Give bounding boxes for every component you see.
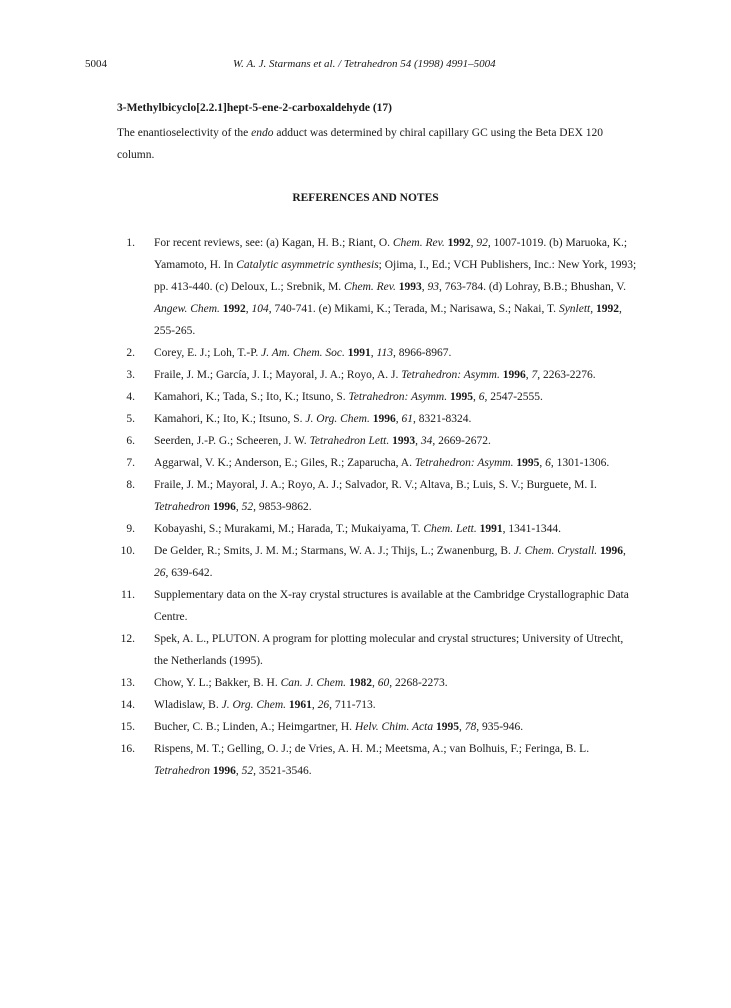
reference-number: 3. xyxy=(126,369,135,381)
reference-text xyxy=(154,716,640,738)
reference-segment: Kamahori, K.; Ito, K.; Itsuno, S. xyxy=(154,413,306,425)
reference-indent xyxy=(135,628,154,672)
reference-number: 9. xyxy=(126,523,135,535)
reference-number: 15. xyxy=(120,721,135,733)
reference-segment: Chow, Y. L.; Bakker, B. H. xyxy=(154,677,281,689)
reference-segment: 1992 xyxy=(222,303,246,315)
reference-segment: , xyxy=(472,391,479,403)
reference-segment: 1995 xyxy=(449,391,473,403)
reference-segment: , 8321-8324. xyxy=(412,413,472,425)
reference-segment: , xyxy=(525,369,532,381)
reference-segment: , 2268-2273. xyxy=(389,677,448,689)
reference-segment: Tetrahedron Lett. xyxy=(309,435,390,447)
reference-segment: , xyxy=(415,435,421,447)
reference-item xyxy=(100,738,640,782)
page-number: 5004 xyxy=(85,58,107,70)
reference-segment: 1996 xyxy=(372,413,396,425)
reference-text xyxy=(154,364,640,386)
reference-segment: , 763-784. (d) Lohray, B.B.; Bhushan, V. xyxy=(439,281,626,293)
reference-item xyxy=(100,584,640,628)
reference-segment: 26 xyxy=(154,567,166,579)
compound-title: 3-Methylbicyclo[2.2.1]hept-5-ene-2-carboxaldehyde (17) xyxy=(117,102,392,114)
reference-item xyxy=(100,232,640,342)
reference-item xyxy=(100,386,640,408)
reference-segment: 93 xyxy=(427,281,440,293)
reference-number: 5. xyxy=(126,413,135,425)
reference-segment: Rispens, M. T.; Gelling, O. J.; de Vries, A. H. M.; Meetsma, A.; van Bolhuis, F.; Feringa, B. L. xyxy=(154,743,590,755)
reference-segment: J. Org. Chem. xyxy=(305,413,370,425)
description-text-2: adduct was determined by chiral capillary GC using the Beta DEX 120 column. xyxy=(117,127,604,161)
reference-number: 14. xyxy=(120,699,135,711)
reference-text xyxy=(154,540,640,584)
reference-segment: 1982 xyxy=(348,677,372,689)
reference-indent xyxy=(135,342,154,364)
reference-indent xyxy=(135,540,154,584)
reference-segment: Kamahori, K.; Tada, S.; Ito, K.; Itsuno, S. xyxy=(154,391,349,403)
compound-description xyxy=(117,122,622,166)
reference-segment: Chem. Lett. xyxy=(423,523,477,535)
page-header xyxy=(85,57,645,71)
reference-segment: 1993 xyxy=(398,281,422,293)
reference-segment: Corey, E. J.; Loh, T.-P. xyxy=(154,347,262,359)
reference-segment: , 2669-2672. xyxy=(432,435,491,447)
reference-segment: Tetrahedron: Asymm. xyxy=(348,391,448,403)
reference-item xyxy=(100,364,640,386)
reference-segment: 1996 xyxy=(212,765,236,777)
reference-text xyxy=(154,694,640,716)
reference-segment: Spek, A. L., PLUTON. A program for plotting molecular and crystal structures; University of Utrecht, the Netherlands (1995). xyxy=(154,633,624,667)
reference-segment: , 255-265. xyxy=(154,303,622,337)
reference-segment: 6 xyxy=(545,457,551,469)
reference-number: 12. xyxy=(120,633,135,645)
reference-segment: Kobayashi, S.; Murakami, M.; Harada, T.; Mukaiyama, T. xyxy=(154,523,424,535)
reference-segment: 104 xyxy=(251,303,269,315)
reference-segment: , xyxy=(395,413,402,425)
reference-segment: Tetrahedron: Asymm. xyxy=(414,457,514,469)
reference-segment: , 639-642. xyxy=(165,567,213,579)
reference-segment: 92 xyxy=(476,237,488,249)
reference-segment: , xyxy=(245,303,252,315)
reference-segment: 1996 xyxy=(600,545,624,557)
reference-indent xyxy=(135,716,154,738)
reference-number: 10. xyxy=(120,545,135,557)
reference-segment: , 3521-3546. xyxy=(253,765,312,777)
reference-segment: Wladislaw, B. xyxy=(154,699,222,711)
reference-number: 11. xyxy=(121,589,135,601)
reference-segment: , 1007-1019. (b) Maruoka, K.; Yamamoto, H. In xyxy=(154,237,628,271)
reference-segment: , 8966-8967. xyxy=(392,347,452,359)
reference-segment: Chem. Rev. xyxy=(344,281,396,293)
reference-segment: Can. J. Chem. xyxy=(280,677,347,689)
reference-segment: , 935-946. xyxy=(476,721,524,733)
reference-indent xyxy=(135,452,154,474)
reference-item xyxy=(100,694,640,716)
reference-indent xyxy=(135,364,154,386)
reference-number: 13. xyxy=(120,677,135,689)
reference-segment: 52 xyxy=(241,765,254,777)
reference-segment: Chem. Rev. xyxy=(392,237,445,249)
reference-segment: Helv. Chim. Acta xyxy=(354,721,434,733)
references-list xyxy=(100,232,640,782)
reference-segment: Aggarwal, V. K.; Anderson, E.; Giles, R.; Zaparucha, A. xyxy=(154,457,415,469)
reference-segment: , xyxy=(311,699,318,711)
reference-segment: Seerden, J.-P. G.; Scheeren, J. W. xyxy=(154,435,310,447)
reference-segment: , xyxy=(539,457,546,469)
reference-segment: , 2547-2555. xyxy=(484,391,543,403)
reference-segment: Angew. Chem. xyxy=(154,303,220,315)
reference-segment: For recent reviews, see: (a) Kagan, H. B.; Riant, O. xyxy=(154,237,393,249)
reference-item xyxy=(100,540,640,584)
reference-segment: 34 xyxy=(420,435,433,447)
reference-segment: De Gelder, R.; Smits, J. M. M.; Starmans, W. A. J.; Thijs, L.; Zwanenburg, B. xyxy=(154,545,514,557)
reference-segment: , xyxy=(371,677,378,689)
reference-segment: , xyxy=(623,545,626,557)
reference-indent xyxy=(135,408,154,430)
reference-segment: 1992 xyxy=(447,237,471,249)
reference-segment: 1996 xyxy=(502,369,526,381)
reference-text xyxy=(154,232,640,342)
reference-segment: 52 xyxy=(241,501,254,513)
reference-segment: Synlett xyxy=(558,303,591,315)
reference-item xyxy=(100,408,640,430)
reference-text xyxy=(154,452,640,474)
reference-item xyxy=(100,672,640,694)
reference-text xyxy=(154,584,640,628)
reference-segment: 1991 xyxy=(347,347,371,359)
reference-item xyxy=(100,452,640,474)
reference-segment: , 1301-1306. xyxy=(550,457,610,469)
reference-number: 8. xyxy=(126,479,135,491)
reference-segment: 1961 xyxy=(288,699,312,711)
reference-segment: 78 xyxy=(464,721,477,733)
reference-segment: 1996 xyxy=(212,501,236,513)
reference-item xyxy=(100,628,640,672)
reference-segment: Supplementary data on the X-ray crystal structures is available at the Cambridge Crystallographic Data Centre. xyxy=(154,589,629,623)
reference-segment: J. Org. Chem. xyxy=(221,699,287,711)
reference-segment: , xyxy=(370,347,377,359)
reference-segment: ; Ojima, I., Ed.; VCH Publishers, Inc.: New York, 1993; pp. 413-440. (c) Deloux, L.; Srebnik, M. xyxy=(154,259,637,293)
reference-segment: , xyxy=(470,237,477,249)
reference-segment: 1991 xyxy=(479,523,503,535)
reference-segment: , 740-741. (e) Mikami, K.; Terada, M.; Narisawa, S.; Nakai, T. xyxy=(268,303,559,315)
reference-text xyxy=(154,342,640,364)
reference-item xyxy=(100,342,640,364)
reference-segment: , xyxy=(421,281,428,293)
reference-segment: J. Am. Chem. Soc. xyxy=(261,347,345,359)
reference-indent xyxy=(135,474,154,518)
reference-segment: , xyxy=(235,765,242,777)
reference-segment: , 1341-1344. xyxy=(502,523,562,535)
reference-segment: 61 xyxy=(401,413,413,425)
reference-text xyxy=(154,738,640,782)
reference-text xyxy=(154,672,640,694)
reference-indent xyxy=(135,672,154,694)
reference-item xyxy=(100,430,640,452)
reference-segment: , 9853-9862. xyxy=(253,501,312,513)
reference-segment: J. Chem. Crystall. xyxy=(513,545,598,557)
reference-text xyxy=(154,430,640,452)
reference-text xyxy=(154,628,640,672)
reference-segment: 1992 xyxy=(595,303,619,315)
reference-number: 2. xyxy=(126,347,135,359)
references-heading: REFERENCES AND NOTES xyxy=(292,192,439,204)
description-text: The enantioselectivity of the xyxy=(117,127,252,139)
reference-indent xyxy=(135,430,154,452)
reference-segment: 60 xyxy=(377,677,390,689)
reference-number: 7. xyxy=(126,457,135,469)
running-head: W. A. J. Starmans et al. / Tetrahedron 54 (1998) 4991–5004 xyxy=(233,58,496,70)
reference-indent xyxy=(135,738,154,782)
reference-text xyxy=(154,518,640,540)
reference-indent xyxy=(135,584,154,628)
reference-indent xyxy=(135,232,154,342)
reference-number: 16. xyxy=(120,743,135,755)
reference-segment: 1995 xyxy=(435,721,459,733)
reference-text xyxy=(154,386,640,408)
reference-number: 6. xyxy=(126,435,135,447)
reference-item xyxy=(100,716,640,738)
reference-segment: Tetrahedron xyxy=(154,765,211,777)
reference-segment: 1993 xyxy=(392,435,416,447)
reference-segment: Catalytic asymmetric synthesis xyxy=(236,259,379,271)
reference-segment: Tetrahedron: Asymm. xyxy=(401,369,500,381)
reference-segment: 1995 xyxy=(516,457,540,469)
reference-item xyxy=(100,518,640,540)
description-endo: endo xyxy=(251,127,274,139)
reference-indent xyxy=(135,386,154,408)
reference-text xyxy=(154,408,640,430)
reference-segment: Bucher, C. B.; Linden, A.; Heimgartner, H. xyxy=(154,721,355,733)
reference-segment: , xyxy=(590,303,596,315)
reference-number: 4. xyxy=(126,391,135,403)
reference-segment: 26 xyxy=(317,699,330,711)
reference-segment: 6 xyxy=(478,391,485,403)
reference-indent xyxy=(135,694,154,716)
reference-segment: , 711-713. xyxy=(329,699,376,711)
reference-indent xyxy=(135,518,154,540)
reference-segment: 7 xyxy=(531,369,538,381)
reference-segment: Tetrahedron xyxy=(154,501,211,513)
reference-segment: 113 xyxy=(376,347,393,359)
reference-number: 1. xyxy=(126,237,135,249)
reference-segment: , 2263-2276. xyxy=(537,369,596,381)
reference-segment: Fraile, J. M.; García, J. I.; Mayoral, J. A.; Royo, A. J. xyxy=(154,369,402,381)
reference-segment: , xyxy=(235,501,242,513)
reference-text xyxy=(154,474,640,518)
reference-segment: Fraile, J. M.; Mayoral, J. A.; Royo, A. J.; Salvador, R. V.; Altava, B.; Luis, S. V.; Burguete, M. I. xyxy=(154,479,597,491)
reference-segment: , xyxy=(458,721,465,733)
reference-item xyxy=(100,474,640,518)
